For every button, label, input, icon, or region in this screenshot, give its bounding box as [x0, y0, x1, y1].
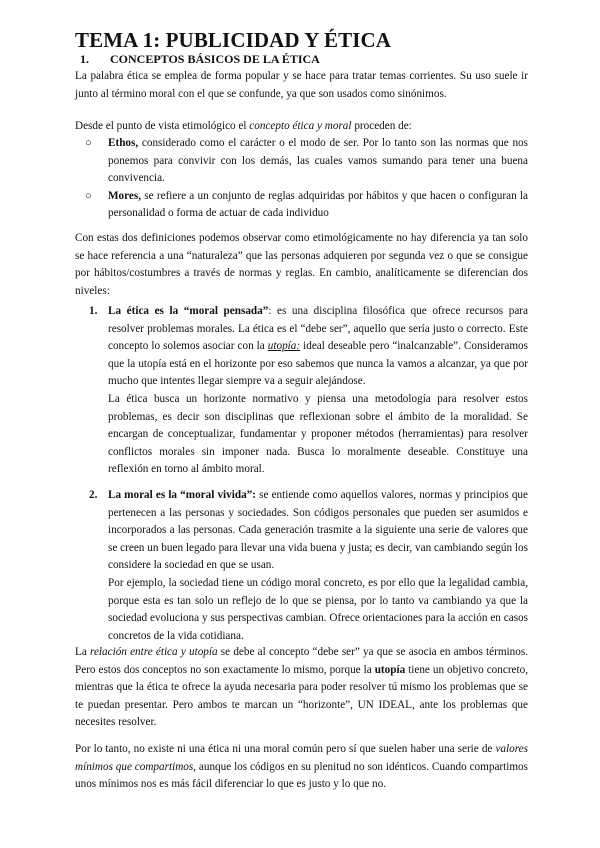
- level-paragraph-2: La ética busca un horizonte normativo y piensa una metodología para resolver estos problemas, es decir son disciplinas que reflexionan sobre el ámbito de la moralidad. Se encargan de conceptualizar, fundamentar y proponer métodos (herramientas) para resolver conflictos morales sin imponer nada. Busca lo moralmente deseable. Constituye una reflexión en torno al ámbito moral.: [108, 392, 528, 476]
- list-number: 2.: [89, 489, 98, 501]
- etymology-text: Desde el punto de vista etimológico el: [75, 120, 250, 132]
- etymology-paragraph: [75, 118, 528, 136]
- list-item: [75, 303, 528, 479]
- section-number: 1.: [80, 52, 89, 66]
- etymology-italic: concepto ética y moral: [249, 120, 352, 132]
- relation-paragraph: [75, 644, 528, 732]
- closing-text-end: , aunque los códigos en su plenitud no son idénticos. Cuando compartimos unos mínimos nos es más fácil diferenciar lo que es justo y lo que no.: [75, 760, 529, 791]
- definitions-paragraph: Con estas dos definiciones podemos observar como etimológicamente no hay diferencia ya tan solo se hace referencia a una “naturaleza” que las personas adquieren por segunda vez o que se consigue por hábitos/costumbres a través de normas y reglas. En cambio, analíticamente se diferencian dos niveles:: [75, 232, 528, 297]
- bullet-term: Ethos,: [108, 137, 139, 149]
- etymology-text-end: proceden de:: [351, 120, 412, 132]
- relation-text-mid: se debe al concepto “debe ser” ya que se asocia en ambos términos. Pero estos dos conceptos no son exactamente lo mismo, porque la: [75, 646, 528, 676]
- levels-list-2: [75, 487, 528, 645]
- bullet-circle-icon: ○: [85, 137, 92, 149]
- closing-italic: valores mínimos que compartimos: [75, 743, 528, 773]
- relation-text: La: [75, 646, 91, 658]
- page-title: TEMA 1: PUBLICIDAD Y ÉTICA: [75, 28, 392, 52]
- list-item: [75, 188, 528, 223]
- bullet-text: se refiere a un conjunto de reglas adquiridas por hábitos y que hacen o configuran la personalidad o forma de actuar de cada individuo: [108, 189, 528, 220]
- level-text: se entiende como aquellos valores, normas y principios que pertenecen a las personas y sociedades. Son códigos personales que pueden ser asumidos e incorporados a las personas. Cada generación trasmite a la siguiente una serie de valores que se creen un buen legado para llevar una vida buena y justa; es decir, van cambiando según los considere la sociedad en que se usan.: [108, 489, 528, 572]
- level-italic: utopía:: [267, 340, 301, 353]
- closing-text: Por lo tanto, no existe ni una ética ni una moral común pero sí que suelen haber una serie de: [75, 743, 496, 755]
- closing-paragraph: [75, 741, 528, 794]
- level-paragraph: [108, 487, 528, 575]
- section-heading: [75, 52, 320, 67]
- levels-list-1: [75, 303, 528, 479]
- level-term: La moral es la “moral vivida”:: [108, 489, 256, 501]
- relation-bold: utopía: [374, 663, 406, 676]
- bullet-text: considerado como el carácter o el modo de ser. Por lo tanto son las normas que nos ponemos para convivir con los demás, las cuales vamos sumando para tener una buena convivencia.: [108, 137, 528, 185]
- list-number: 1.: [89, 305, 98, 317]
- relation-italic: relación entre ética y utopía: [90, 646, 218, 658]
- list-item: [75, 135, 528, 188]
- level-paragraph-2: Por ejemplo, la sociedad tiene un código moral concreto, es por ello que la legalidad cambia, porque esta es tan solo un reflejo de lo que se piensa, por lo tanto va cambiando ya que la sociedad evoluciona y sus perspectivas cambian. Ofrece orientaciones para la acción en casos concretos de la vida cotidiana.: [108, 576, 528, 642]
- list-item: [75, 487, 528, 645]
- level-paragraph: [108, 303, 528, 391]
- etymology-list: [75, 135, 528, 223]
- bullet-term: Mores,: [108, 189, 142, 202]
- level-text: : es una disciplina filosófica que ofrece recursos para resolver problemas morales. La ética es el “debe ser”, aquello que sería justo o correcto. Este concepto lo solemos asociar con la: [108, 305, 528, 353]
- intro-paragraph: La palabra ética se emplea de forma popular y se hace para tratar temas corrientes. Su uso suele ir junto al término moral con el que se confunde, ya que son usados como sinónimos.: [75, 70, 528, 100]
- bullet-circle-icon: ○: [85, 189, 92, 202]
- relation-text-end: tiene un objetivo concreto, mientras que la ética te ofrece la ayuda necesaria para poder resolver tú mismo los problemas que se te puedan presentar. Pero ambos te marcan un “horizonte”, UN IDEAL, ante los problemas que necesites resolver.: [75, 663, 529, 729]
- section-label: CONCEPTOS BÁSICOS DE LA ÉTICA: [110, 52, 320, 66]
- level-term: La ética es la “moral pensada”: [108, 305, 269, 317]
- level-text-end: ideal deseable pero “inalcanzable”. Consideramos que la utopía está en el horizonte por eso sabemos que nunca la vamos a alcanzar, ya que por mucho que intentes llegar siempre va a seguir alejándose.: [108, 340, 528, 388]
